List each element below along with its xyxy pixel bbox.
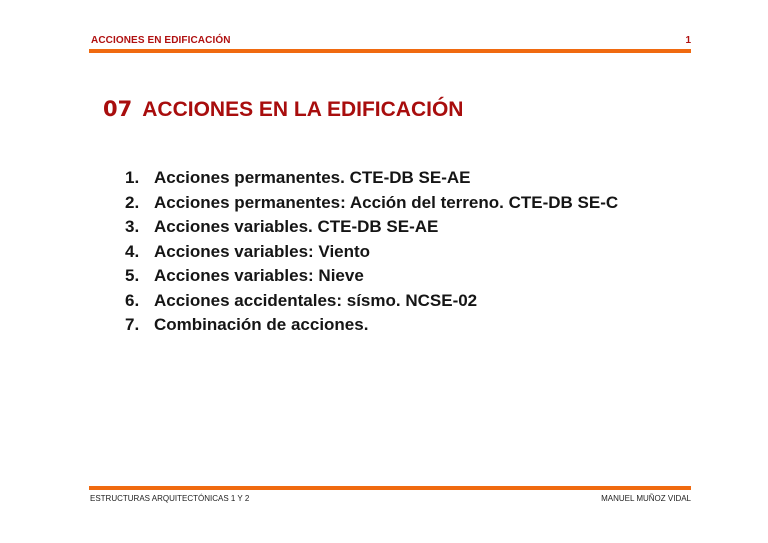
section-number: 07 xyxy=(103,97,133,121)
footer-course: ESTRUCTURAS ARQUITECTÓNICAS 1 Y 2 xyxy=(90,494,250,503)
list-item-number: 5. xyxy=(125,266,140,285)
list-item-number: 7. xyxy=(125,315,140,334)
header-title: ACCIONES EN EDIFICACIÓN xyxy=(91,35,231,46)
list-item xyxy=(125,315,618,340)
page-number: 1 xyxy=(685,35,691,46)
list-item xyxy=(125,193,618,218)
section-heading xyxy=(103,97,463,122)
list-item-text: Acciones accidentales: sísmo. NCSE-02 xyxy=(154,290,478,310)
list-item-text: Acciones permanentes. CTE-DB SE-AE xyxy=(154,168,471,187)
list-item-text: Acciones variables: Nieve xyxy=(154,266,364,285)
list-item xyxy=(125,242,618,267)
list-item-text: Acciones variables. CTE-DB SE-AE xyxy=(154,217,439,236)
list-item-number: 4. xyxy=(125,241,140,261)
list-item xyxy=(125,217,618,242)
footer-divider xyxy=(89,486,691,490)
list-item xyxy=(125,168,618,193)
header-divider xyxy=(89,49,691,53)
list-item-number: 3. xyxy=(125,217,140,236)
list-item-text: Acciones permanentes: Acción del terreno. CTE-DB SE-C xyxy=(154,192,619,212)
table-of-contents xyxy=(125,168,618,340)
list-item-number: 2. xyxy=(125,192,140,212)
list-item xyxy=(125,266,618,291)
list-item-number: 1. xyxy=(125,168,140,187)
list-item-text: Combinación de acciones. xyxy=(154,315,369,334)
list-item-number: 6. xyxy=(125,290,140,310)
list-item-text: Acciones variables: Viento xyxy=(154,241,371,261)
list-item xyxy=(125,291,618,316)
section-title: ACCIONES EN LA EDIFICACIÓN xyxy=(142,98,464,121)
footer-author: MANUEL MUÑOZ VIDAL xyxy=(601,494,691,503)
